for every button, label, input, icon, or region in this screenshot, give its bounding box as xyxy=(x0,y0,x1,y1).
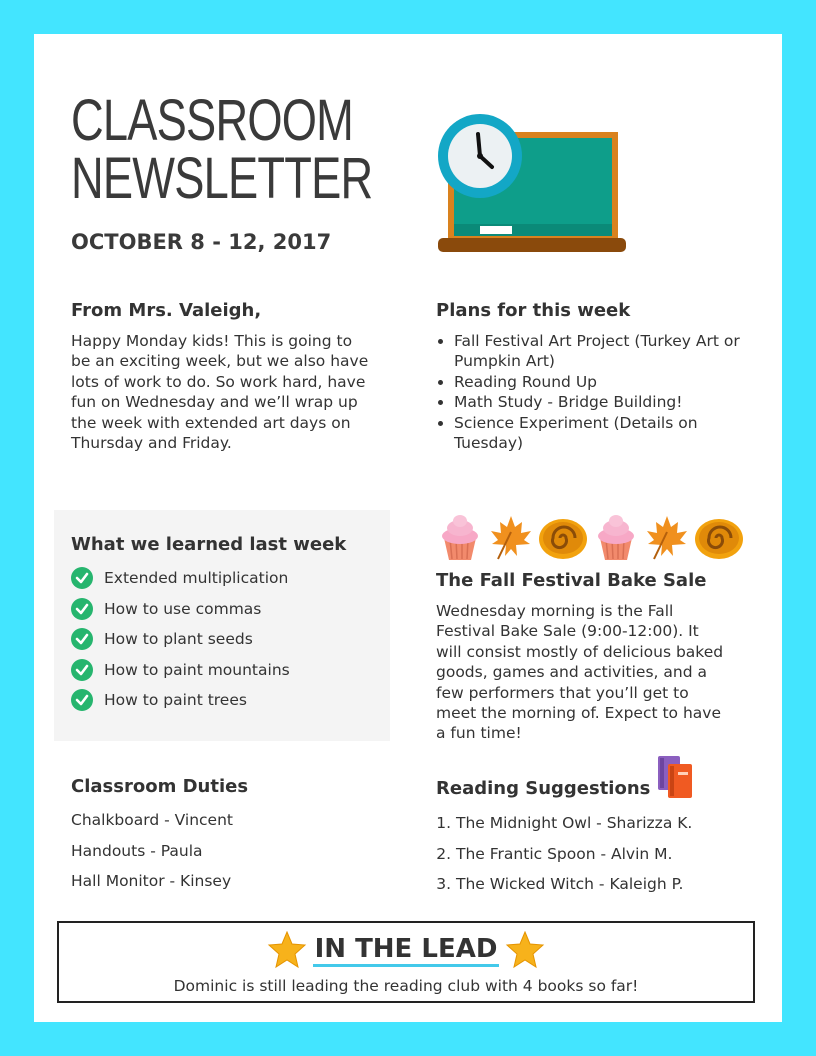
learned-heading: What we learned last week xyxy=(71,534,347,555)
cupcake-icon xyxy=(434,512,486,562)
books-icon xyxy=(656,754,696,800)
star-icon xyxy=(505,931,545,969)
list-item: • Reading Round Up xyxy=(454,372,746,392)
list-item: • Science Experiment (Details on Tuesday) xyxy=(454,413,746,454)
check-icon xyxy=(71,628,93,650)
maple-leaf-icon xyxy=(486,512,536,562)
cinnamon-roll-icon xyxy=(692,512,746,562)
list-item xyxy=(71,594,390,625)
reading-list xyxy=(436,808,756,900)
reading-heading: Reading Suggestions xyxy=(436,777,651,799)
page-title xyxy=(71,88,373,211)
learned-item-label: Extended multiplication xyxy=(104,569,289,588)
learned-item-label: How to paint trees xyxy=(104,691,247,710)
duties-heading: Classroom Duties xyxy=(71,776,249,797)
list-item: Hall Monitor - Kinsey xyxy=(71,872,232,890)
in-the-lead-heading: IN THE LEAD xyxy=(313,934,500,967)
check-icon xyxy=(71,567,93,589)
teacher-note-heading: From Mrs. Valeigh, xyxy=(71,300,262,321)
teacher-note xyxy=(71,300,371,453)
bake-sale-section xyxy=(436,570,726,744)
list-item xyxy=(71,685,390,716)
learned-item-label: How to plant seeds xyxy=(104,630,253,649)
learned-item-label: How to paint mountains xyxy=(104,660,290,679)
in-the-lead-text: Dominic is still leading the reading club with 4 books so far! xyxy=(173,977,639,995)
learned-item-label: How to use commas xyxy=(104,599,262,618)
cinnamon-roll-icon xyxy=(536,512,590,562)
newsletter-page xyxy=(34,34,782,1022)
list-item xyxy=(71,655,390,686)
in-the-lead-box xyxy=(57,921,755,1003)
list-item: 2. The Frantic Spoon - Alvin M. xyxy=(456,839,756,870)
title-line-2: NEWSLETTER xyxy=(71,146,373,211)
chalkboard-clock-icon xyxy=(434,112,630,254)
plans-section xyxy=(436,300,746,453)
list-item: Handouts - Paula xyxy=(71,841,203,860)
list-item xyxy=(71,624,390,655)
plans-heading: Plans for this week xyxy=(436,300,631,321)
check-icon xyxy=(71,659,93,681)
bake-sale-body: Wednesday morning is the Fall Festival Bake Sale (9:00-12:00). It will consist mostly of delicious baked goods, games and activities, and a few performers that you’ll get to meet the morning of. Expect to have a fun time! xyxy=(436,602,724,743)
list-item: • Fall Festival Art Project (Turkey Art or Pumpkin Art) xyxy=(454,331,746,372)
check-icon xyxy=(71,598,93,620)
check-icon xyxy=(71,689,93,711)
plans-list xyxy=(436,331,746,453)
bake-sale-heading: The Fall Festival Bake Sale xyxy=(436,570,707,591)
cupcake-icon xyxy=(590,512,642,562)
star-icon xyxy=(267,931,307,969)
list-item: 1. The Midnight Owl - Sharizza K. xyxy=(456,808,756,839)
learned-section xyxy=(54,510,390,741)
list-item xyxy=(71,563,390,594)
newsletter-date: OCTOBER 8 - 12, 2017 xyxy=(71,230,332,254)
duties-section xyxy=(71,776,371,897)
teacher-note-body: Happy Monday kids! This is going to be an exciting week, but we also have lots of work to do. So work hard, have fun on Wednesday and we’ll wrap up the week with extended art days on Thursday and Friday. xyxy=(71,332,369,453)
reading-section xyxy=(436,776,756,900)
list-item: • Math Study - Bridge Building! xyxy=(454,392,746,412)
title-line-1: CLASSROOM xyxy=(71,88,354,153)
list-item: 3. The Wicked Witch - Kaleigh P. xyxy=(456,869,756,900)
maple-leaf-icon xyxy=(642,512,692,562)
list-item: Chalkboard - Vincent xyxy=(71,811,233,829)
bake-sale-decoration xyxy=(434,512,746,562)
